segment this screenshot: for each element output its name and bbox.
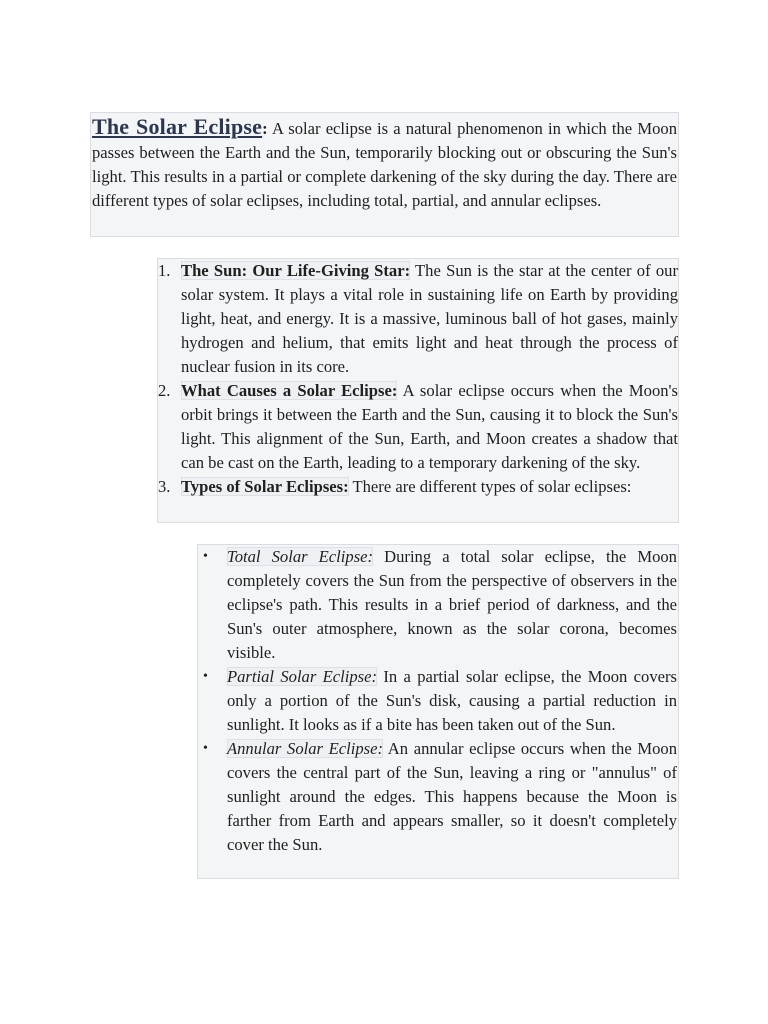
item-heading: Total Solar Eclipse: <box>227 547 374 566</box>
numbered-list <box>157 258 679 523</box>
page-title: The Solar Eclipse <box>92 114 263 139</box>
bullet-icon: • <box>203 669 208 684</box>
item-text: There are different types of solar eclipses: <box>348 477 632 496</box>
list-number: 3. <box>158 477 171 496</box>
item-text: A solar eclipse occurs when the Moon's orbit brings it between the Earth and the Sun, causing it to block the Sun's light. This alignment of the Sun, Earth, and Moon creates a shadow that can be cast on the Earth, leading to a temporary darkening of the sky. <box>181 381 678 472</box>
intro-text: A solar eclipse is a natural phenomenon in which the Moon passes between the Earth and the Sun, temporarily blocking out or obscuring the Sun's light. This results in a partial or complete darkening of the sky during the day. There are different types of solar eclipses, including total, partial, and annular eclipses. <box>92 119 677 210</box>
item-text: In a partial solar eclipse, the Moon covers only a portion of the Sun's disk, causing a partial reduction in sunlight. It looks as if a bite has been taken out of the Sun. <box>227 667 677 734</box>
item-text: The Sun is the star at the center of our solar system. It plays a vital role in sustaining life on Earth by providing light, heat, and energy. It is a massive, luminous ball of hot gases, mainly hydrogen and helium, that emits light and heat through the process of nuclear fusion in its core. <box>181 261 678 376</box>
item-heading: Partial Solar Eclipse: <box>227 667 378 686</box>
list-item-total <box>198 545 677 665</box>
intro-paragraph <box>90 112 679 237</box>
list-number: 1. <box>158 261 171 280</box>
item-heading: Types of Solar Eclipses: <box>181 477 349 496</box>
list-item-causes <box>158 379 678 475</box>
bullet-icon: • <box>203 549 208 564</box>
list-item-annular <box>198 737 677 857</box>
item-heading: Annular Solar Eclipse: <box>227 739 384 758</box>
item-text: An annular eclipse occurs when the Moon covers the central part of the Sun, leaving a ring or "annulus" of sunlight around the edges. This happens because the Moon is farther from Earth and appears smaller, so it doesn't completely cover the Sun. <box>227 739 678 854</box>
list-item-partial <box>198 665 677 737</box>
bullet-icon: • <box>203 741 208 756</box>
item-text: During a total solar eclipse, the Moon completely covers the Sun from the perspective of observers in the eclipse's path. This results in a brief period of darkness, and the Sun's outer atmosphere, known as the solar corona, becomes visible. <box>227 547 677 662</box>
title-colon: : <box>262 119 268 138</box>
item-heading: The Sun: Our Life-Giving Star: <box>181 261 411 280</box>
item-heading: What Causes a Solar Eclipse: <box>181 381 398 400</box>
bullet-list <box>197 544 679 879</box>
list-number: 2. <box>158 381 171 400</box>
list-item-types <box>158 475 678 499</box>
list-item-sun <box>158 259 678 379</box>
